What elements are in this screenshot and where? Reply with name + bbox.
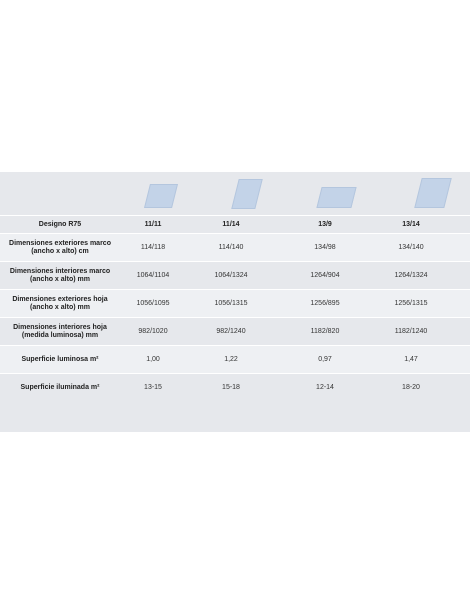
row-value: 1182/1240: [394, 327, 428, 335]
row-value: 1182/820: [310, 327, 340, 335]
row-value: 1,22: [224, 355, 238, 363]
row-value: 982/1240: [216, 327, 246, 335]
table-row: [0, 373, 470, 401]
spec-table-panel: [0, 172, 470, 432]
header-label: Designo R75: [38, 220, 82, 228]
window-13-9-icon: [316, 187, 356, 208]
row-value: 12-14: [316, 383, 334, 391]
row-label: Dimensiones exteriores hoja (ancho x alto) mm: [12, 295, 108, 311]
row-value: 134/98: [314, 243, 336, 251]
row-value: 1064/1104: [136, 271, 170, 279]
row-value: 0,97: [318, 355, 332, 363]
window-11-14-icon: [231, 179, 262, 209]
row-value: 18-20: [402, 383, 420, 391]
spec-table: [0, 215, 470, 401]
row-label: Superficie iluminada m²: [20, 383, 100, 391]
row-label: Dimensiones interiores marco (ancho x alto) mm: [9, 267, 111, 283]
table-row: [0, 289, 470, 317]
row-value: 114/118: [140, 243, 166, 251]
row-label: Dimensiones exteriores marco (ancho x alto) cm: [9, 239, 111, 255]
row-value: 1064/1324: [214, 271, 248, 279]
row-value: 1256/895: [310, 299, 340, 307]
table-row: [0, 345, 470, 373]
row-label: Dimensiones interiores hoja (medida luminosa) mm: [13, 323, 107, 339]
row-label: Superficie luminosa m²: [21, 355, 99, 363]
table-row: [0, 261, 470, 289]
header-col-1: 11/11: [144, 220, 162, 228]
row-value: 114/140: [218, 243, 244, 251]
row-value: 1,00: [146, 355, 160, 363]
header-col-3: 13/9: [318, 220, 332, 228]
row-value: 1256/1315: [394, 299, 428, 307]
row-value: 13-15: [144, 383, 162, 391]
row-value: 1264/1324: [394, 271, 428, 279]
row-value: 15-18: [222, 383, 240, 391]
row-value: 134/140: [398, 243, 424, 251]
table-row: [0, 233, 470, 261]
row-value: 1264/904: [310, 271, 340, 279]
header-col-2: 11/14: [222, 220, 240, 228]
row-value: 982/1020: [138, 327, 168, 335]
row-value: 1,47: [404, 355, 418, 363]
table-row: [0, 317, 470, 345]
header-col-4: 13/14: [402, 220, 420, 228]
window-icons-row: [0, 172, 470, 214]
row-value: 1056/1095: [136, 299, 170, 307]
window-11-11-icon: [144, 184, 178, 208]
table-header-row: [0, 215, 470, 233]
window-13-14-icon: [414, 178, 451, 208]
row-value: 1056/1315: [214, 299, 248, 307]
